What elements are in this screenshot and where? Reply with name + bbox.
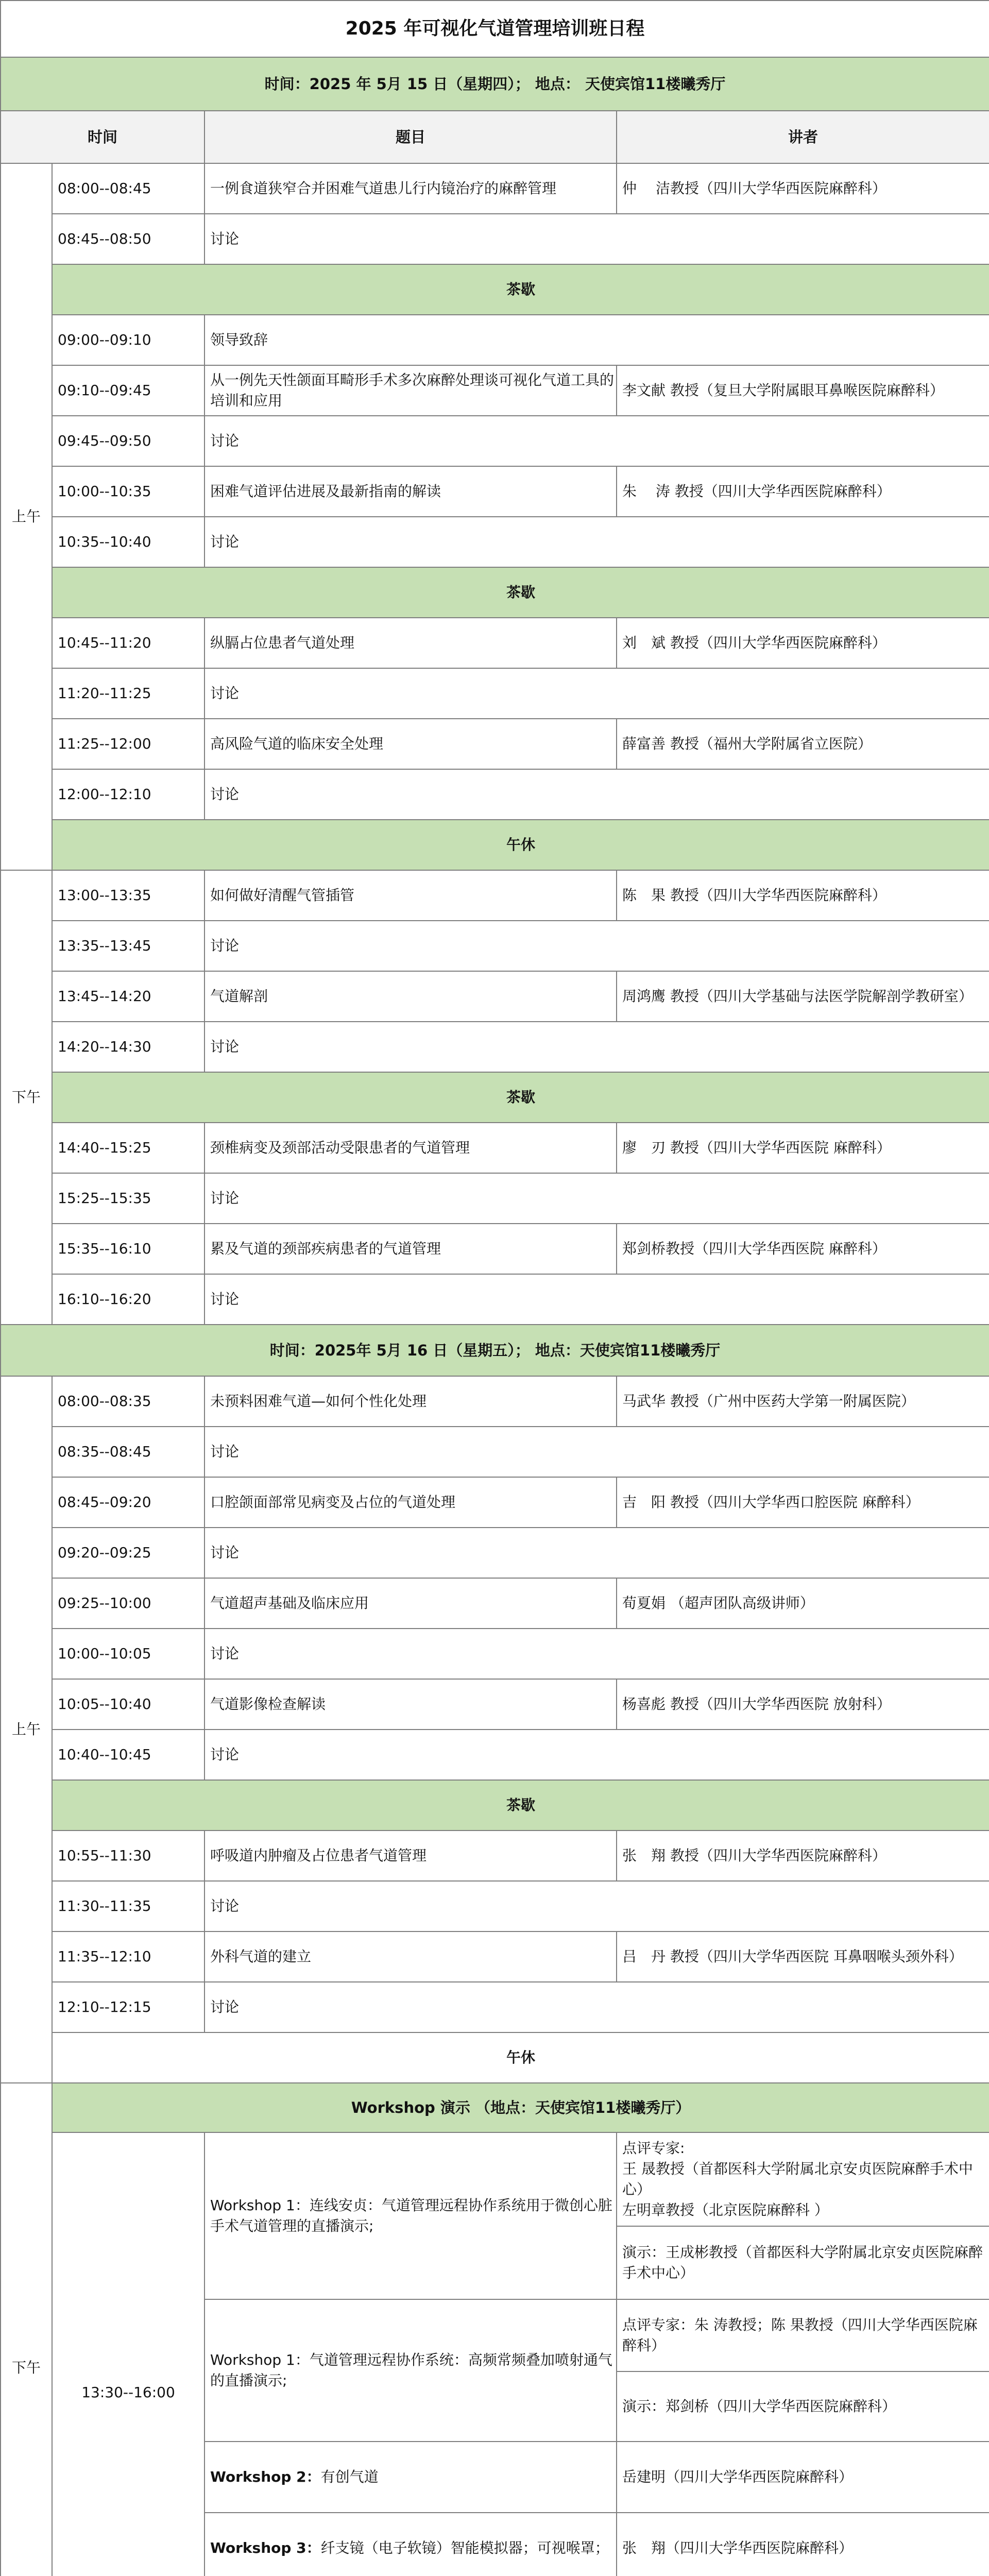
time-cell: 12:10--12:15 [52,1982,204,2032]
table-row [1,1022,989,1072]
workshop-2-speaker: 岳建明（四川大学华西医院麻醉科） [617,2442,989,2513]
time-cell: 09:25--10:00 [52,1578,204,1629]
speaker-cell: 吕 丹 教授（四川大学华西医院 耳鼻咽喉头颈外科） [617,1931,989,1982]
table-row [1,921,989,971]
table-row [1,416,989,466]
speaker-cell: 刘 斌 教授（四川大学华西医院麻醉科） [617,618,989,668]
topic-cell: 讨论 [204,1274,989,1325]
speaker-cell: 周鸿鹰 教授（四川大学基础与法医学院解剖学教研室） [617,971,989,1022]
table-row [1,1679,989,1730]
break-cell: 午休 [52,820,989,870]
period-label: 上午 [1,163,52,870]
time-cell: 08:45--09:20 [52,1477,204,1528]
topic-cell: 讨论 [204,1982,989,2032]
workshop-3-speaker: 张 翔（四川大学华西医院麻醉科） [617,2513,989,2576]
session-row [1,57,989,111]
table-row [1,1274,989,1325]
table-row [1,719,989,769]
topic-cell: 讨论 [204,921,989,971]
time-cell: 10:05--10:40 [52,1679,204,1730]
time-cell: 08:35--08:45 [52,1427,204,1477]
break-cell: 茶歇 [52,1072,989,1123]
workshop-1a-demo: 演示：王成彬教授（首都医科大学附属北京安贞医院麻醉手术中心） [617,2226,989,2299]
topic-cell: 气道解剖 [204,971,617,1022]
table-row [1,1881,989,1931]
table-row [1,1629,989,1679]
period-label: 下午 [1,870,52,1325]
time-cell: 08:00--08:35 [52,1376,204,1427]
session-row [1,1325,989,1376]
workshop-3-topic [204,2513,617,2576]
table-row [1,1831,989,1881]
topic-cell: 如何做好清醒气管插管 [204,870,617,921]
page-title: 2025 年可视化气道管理培训班日程 [1,1,989,57]
topic-cell: 外科气道的建立 [204,1931,617,1982]
break-cell: 午休 [52,2032,989,2083]
speaker-cell: 朱 涛 教授（四川大学华西医院麻醉科） [617,466,989,517]
session-info-day1: 时间：2025 年 5月 15 日（星期四）； 地点： 天使宾馆11楼曦秀厅 [1,57,989,111]
time-cell: 10:45--11:20 [52,618,204,668]
header-row [1,111,989,163]
workshop-1a-topic: Workshop 1：连线安贞：气道管理远程协作系统用于微创心脏手术气道管理的直播演示; [204,2132,617,2299]
speaker-cell: 吉 阳 教授（四川大学华西口腔医院 麻醉科） [617,1477,989,1528]
workshop-topic-text: 有创气道 [320,2468,379,2485]
time-cell: 10:00--10:05 [52,1629,204,1679]
topic-cell: 讨论 [204,416,989,466]
time-cell: 12:00--12:10 [52,769,204,820]
topic-cell: 气道影像检查解读 [204,1679,617,1730]
topic-cell: 口腔颌面部常见病变及占位的气道处理 [204,1477,617,1528]
reviewer-1: 王 晟教授（首都医科大学附属北京安贞医院麻醉手术中心） [622,2160,973,2198]
table-row [1,1528,989,1578]
workshop-time-cell: 13:30--16:00 [52,2132,204,2576]
table-row [1,1123,989,1173]
table-row [1,971,989,1022]
column-header-speaker: 讲者 [617,111,989,163]
time-cell: 11:25--12:00 [52,719,204,769]
workshop-topic-text: 纤支镜（电子软镜）智能模拟器；可视喉罩； [320,2539,609,2556]
table-row [1,365,989,416]
time-cell: 10:55--11:30 [52,1831,204,1881]
speaker-cell: 李文献 教授（复旦大学附属眼耳鼻喉医院麻醉科） [617,365,989,416]
topic-cell: 讨论 [204,517,989,567]
reviewer-2: 左明章教授（北京医院麻醉科 ） [622,2201,829,2218]
topic-cell: 呼吸道内肿瘤及占位患者气道管理 [204,1831,617,1881]
workshop-2-topic [204,2442,617,2513]
speaker-cell: 马武华 教授（广州中医药大学第一附属医院） [617,1376,989,1427]
speaker-cell: 陈 果 教授（四川大学华西医院麻醉科） [617,870,989,921]
speaker-cell: 郑剑桥教授（四川大学华西医院 麻醉科） [617,1224,989,1274]
break-cell: 茶歇 [52,1780,989,1831]
period-label: 下午 [1,2083,52,2576]
table-row [1,466,989,517]
topic-cell: 讨论 [204,1629,989,1679]
topic-cell: 从一例先天性颌面耳畸形手术多次麻醉处理谈可视化气道工具的培训和应用 [204,365,617,416]
topic-cell: 讨论 [204,214,989,264]
time-cell: 15:25--15:35 [52,1173,204,1224]
time-cell: 10:35--10:40 [52,517,204,567]
time-cell: 11:20--11:25 [52,668,204,719]
period-label: 上午 [1,1376,52,2083]
table-row [1,870,989,921]
time-cell: 10:00--10:35 [52,466,204,517]
topic-cell: 讨论 [204,668,989,719]
break-row [1,264,989,315]
workshop-1b-demo: 演示：郑剑桥（四川大学华西医院麻醉科） [617,2371,989,2442]
break-row [1,567,989,618]
break-cell: 茶歇 [52,567,989,618]
workshop-header: Workshop 演示 （地点：天使宾馆11楼曦秀厅） [52,2083,989,2132]
topic-cell: 讨论 [204,1427,989,1477]
title-row [1,1,989,57]
table-row [1,1477,989,1528]
workshop-1b-topic: Workshop 1：气道管理远程协作系统：高频常频叠加喷射通气的直播演示; [204,2299,617,2442]
table-row [1,1376,989,1427]
topic-cell: 未预料困难气道—如何个性化处理 [204,1376,617,1427]
break-cell: 茶歇 [52,264,989,315]
table-row [1,1578,989,1629]
table-row [1,1173,989,1224]
table-row [1,1931,989,1982]
workshop-header-row [1,2083,989,2132]
workshop-row [1,2132,989,2226]
topic-cell: 讨论 [204,769,989,820]
table-row [1,1982,989,2032]
time-cell: 11:30--11:35 [52,1881,204,1931]
time-cell: 09:45--09:50 [52,416,204,466]
workshop-label: Workshop 3： [210,2539,321,2556]
workshop-label: Workshop 2： [210,2468,321,2485]
topic-cell: 讨论 [204,1528,989,1578]
time-cell: 13:45--14:20 [52,971,204,1022]
reviewer-label: 点评专家: [622,2140,685,2157]
time-cell: 09:10--09:45 [52,365,204,416]
table-row [1,668,989,719]
topic-cell: 一例食道狭窄合并困难气道患儿行内镜治疗的麻醉管理 [204,163,617,214]
time-cell: 16:10--16:20 [52,1274,204,1325]
table-row [1,315,989,365]
time-cell: 09:00--09:10 [52,315,204,365]
column-header-time: 时间 [1,111,204,163]
time-cell: 11:35--12:10 [52,1931,204,1982]
time-cell: 15:35--16:10 [52,1224,204,1274]
break-row [1,2032,989,2083]
topic-cell: 讨论 [204,1730,989,1780]
topic-cell: 困难气道评估进展及最新指南的解读 [204,466,617,517]
topic-cell: 颈椎病变及颈部活动受限患者的气道管理 [204,1123,617,1173]
break-row [1,1780,989,1831]
topic-cell: 讨论 [204,1881,989,1931]
workshop-1b-reviewers: 点评专家：朱 涛教授；陈 果教授（四川大学华西医院麻醉科） [617,2299,989,2371]
time-cell: 14:40--15:25 [52,1123,204,1173]
speaker-cell: 杨喜彪 教授（四川大学华西医院 放射科） [617,1679,989,1730]
speaker-cell: 荀夏娟 （超声团队高级讲师） [617,1578,989,1629]
speaker-cell: 张 翔 教授（四川大学华西医院麻醉科） [617,1831,989,1881]
topic-cell: 累及气道的颈部疾病患者的气道管理 [204,1224,617,1274]
speaker-cell: 薛富善 教授（福州大学附属省立医院） [617,719,989,769]
table-row [1,517,989,567]
topic-cell: 领导致辞 [204,315,989,365]
time-cell: 13:00--13:35 [52,870,204,921]
table-row [1,214,989,264]
table-row [1,769,989,820]
topic-cell: 高风险气道的临床安全处理 [204,719,617,769]
column-header-topic: 题目 [204,111,617,163]
table-row [1,163,989,214]
time-cell: 09:20--09:25 [52,1528,204,1578]
time-cell: 08:00--08:45 [52,163,204,214]
table-row [1,1730,989,1780]
speaker-cell: 仲 洁教授（四川大学华西医院麻醉科） [617,163,989,214]
speaker-cell: 廖 刃 教授（四川大学华西医院 麻醉科） [617,1123,989,1173]
workshop-1a-reviewers [617,2132,989,2226]
time-cell: 08:45--08:50 [52,214,204,264]
topic-cell: 气道超声基础及临床应用 [204,1578,617,1629]
table-row [1,618,989,668]
topic-cell: 纵膈占位患者气道处理 [204,618,617,668]
time-cell: 13:35--13:45 [52,921,204,971]
table-row [1,1224,989,1274]
session-info-day2: 时间：2025年 5月 16 日（星期五）； 地点：天使宾馆11楼曦秀厅 [1,1325,989,1376]
table-row [1,1427,989,1477]
time-cell: 14:20--14:30 [52,1022,204,1072]
topic-cell: 讨论 [204,1022,989,1072]
time-cell: 10:40--10:45 [52,1730,204,1780]
topic-cell: 讨论 [204,1173,989,1224]
break-row [1,1072,989,1123]
break-row [1,820,989,870]
